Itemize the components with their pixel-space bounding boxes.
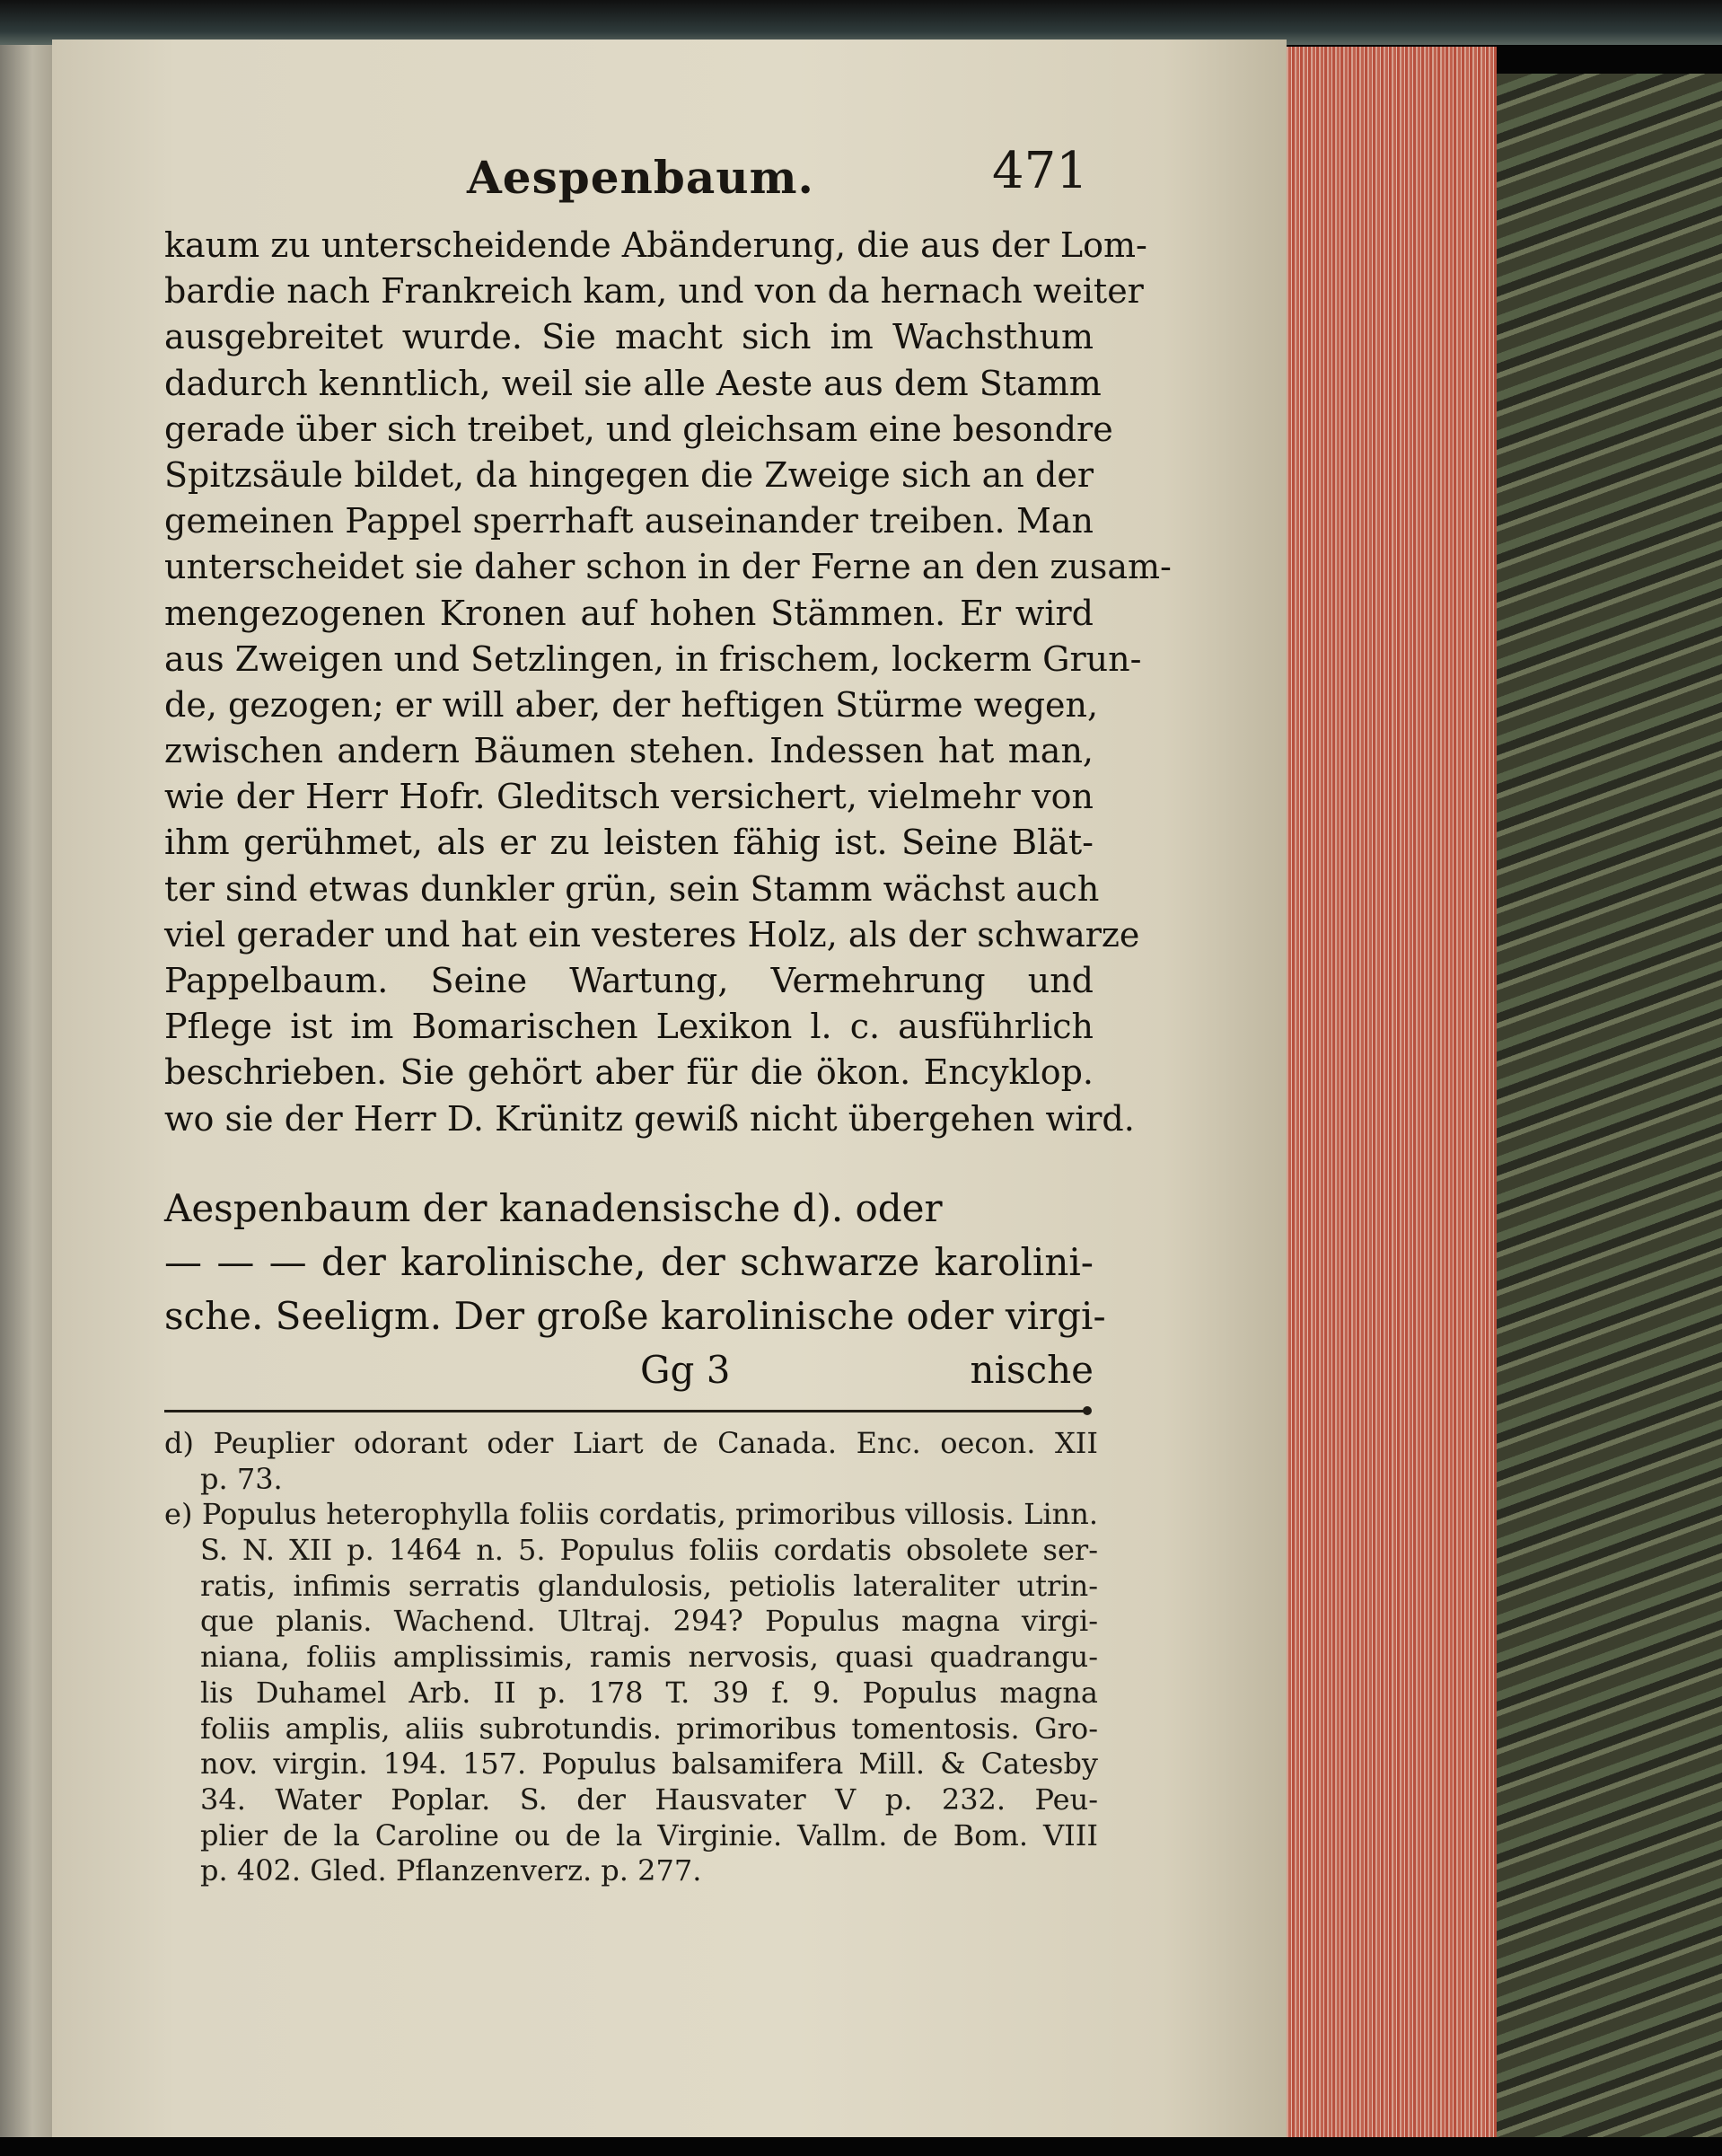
footnote-line: foliis amplis, aliis subrotundis. primoribus tomentosis. Gro- <box>200 1711 1098 1746</box>
body-line: viel gerader und hat ein vesteres Holz, als der schwarze <box>164 914 1140 955</box>
body-line: bardie nach Frankreich kam, und von da hernach weiter <box>164 271 1144 312</box>
footnote-line: lis Duhamel Arb. II p. 178 T. 39 f. 9. Populus magna <box>200 1675 1098 1710</box>
signature-mark: Gg 3 <box>640 1348 731 1392</box>
footnote-rule-end <box>1083 1406 1092 1415</box>
footnote-line: p. 73. <box>200 1461 283 1496</box>
entry-line: Aespenbaum der kanadensische d). oder <box>164 1186 943 1230</box>
body-line: beschrieben. Sie gehört aber für die ökon. Encyklop. <box>164 1052 1094 1093</box>
body-line: Pflege ist im Bomarischen Lexikon l. c. ausführlich <box>164 1007 1094 1047</box>
body-line: de, gezogen; er will aber, der heftigen Stürme wegen, <box>164 684 1099 725</box>
page-number: 471 <box>992 142 1088 200</box>
running-title: Aespenbaum. <box>467 151 814 204</box>
entry-heading <box>164 1182 1106 1343</box>
body-line: unterscheidet sie daher schon in der Ferne an den zusam- <box>164 547 1172 587</box>
catchword: nische <box>970 1348 1094 1392</box>
body-line: kaum zu unterscheidende Abänderung, die aus der Lom- <box>164 225 1147 265</box>
footnote-line: niana, foliis amplissimis, ramis nervosis, quasi quadrangu- <box>200 1640 1098 1675</box>
body-line: gemeinen Pappel sperrhaft auseinander treiben. Man <box>164 501 1094 541</box>
body-line: mengezogenen Kronen auf hohen Stämmen. Er wird <box>164 593 1094 633</box>
main-paragraph <box>164 223 1172 1142</box>
footnote-line: 34. Water Poplar. S. der Hausvater V p. 232. Peu- <box>200 1782 1098 1817</box>
book-cover-marbled <box>1496 74 1722 2137</box>
footnote-line: d) Peuplier odorant oder Liart de Canada. Enc. oecon. XII <box>164 1426 1098 1460</box>
footnote-line: p. 402. Gled. Pflanzenverz. p. 277. <box>200 1853 702 1888</box>
body-line: gerade über sich treibet, und gleichsam eine besondre <box>164 409 1113 449</box>
body-line: aus Zweigen und Setzlingen, in frischem, lockerm Grun- <box>164 638 1142 679</box>
body-line: Pappelbaum. Seine Wartung, Vermehrung und <box>164 961 1094 1000</box>
signature-line <box>164 1343 1094 1397</box>
entry-line: sche. Seeligm. Der große karolinische oder virgi- <box>164 1294 1106 1338</box>
footnote-line: ratis, infimis serratis glandulosis, petiolis lateraliter utrin- <box>200 1568 1098 1603</box>
body-line: dadurch kenntlich, weil sie alle Aeste aus dem Stamm <box>164 363 1102 403</box>
footnote-line: plier de la Caroline ou de la Virginie. Vallm. de Bom. VIII <box>200 1817 1098 1852</box>
footnote-line: nov. virgin. 194. 157. Populus balsamifera Mill. & Catesby <box>200 1747 1098 1782</box>
body-line: ter sind etwas dunkler grün, sein Stamm wächst auch <box>164 868 1100 909</box>
entry-line: — — — der karolinische, der schwarze karolini- <box>164 1240 1094 1284</box>
footnote-line: S. N. XII p. 1464 n. 5. Populus foliis cordatis obsolete ser- <box>200 1533 1098 1568</box>
body-line: ausgebreitet wurde. Sie macht sich im Wachsthum <box>164 317 1094 357</box>
body-line: ihm gerühmet, als er zu leisten fähig ist. Seine Blät- <box>164 823 1094 863</box>
body-line: Spitzsäule bildet, da hingegen die Zweige sich an der <box>164 454 1094 495</box>
footnotes <box>164 1426 1098 1889</box>
body-line: zwischen andern Bäumen stehen. Indessen hat man, <box>164 731 1094 771</box>
footnote-line: que planis. Wachend. Ultraj. 294? Populus magna virgi- <box>200 1604 1098 1639</box>
book-cover-top <box>0 0 1722 45</box>
body-line: wie der Herr Hofr. Gleditsch versichert, vielmehr von <box>164 777 1094 817</box>
left-page-edge <box>0 45 54 2137</box>
footnote-line: e) Populus heterophylla foliis cordatis, primoribus villosis. Linn. <box>164 1497 1098 1532</box>
body-line: wo sie der Herr D. Krünitz gewiß nicht übergehen wird. <box>164 1098 1135 1139</box>
page-block-red-edges <box>1284 47 1497 2137</box>
footnote-rule <box>164 1410 1089 1412</box>
